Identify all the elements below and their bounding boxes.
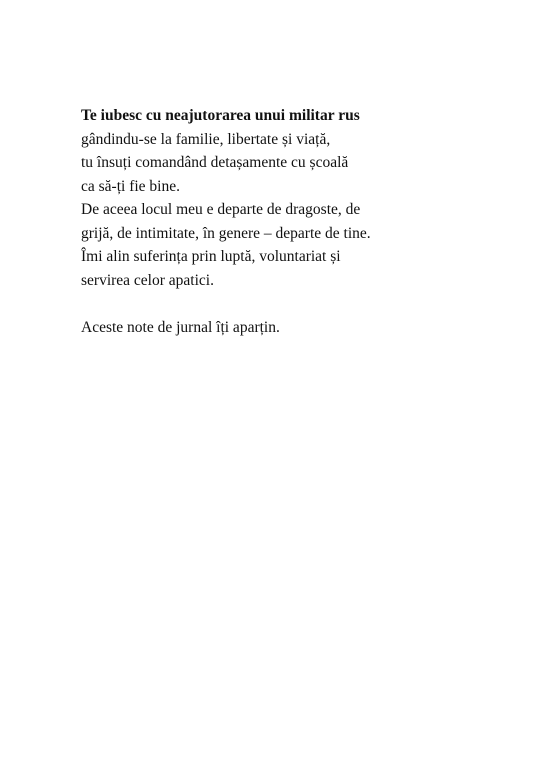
poem-line: gândindu-se la familie, libertate și viață, <box>81 130 331 148</box>
poem-text <box>81 104 521 339</box>
poem-line: De aceea locul meu e departe de dragoste, de <box>81 201 361 218</box>
poem-line: servirea celor apatici. <box>81 271 214 289</box>
poem-line: grijă, de intimitate, în genere – departe de tine. <box>81 224 371 242</box>
poem-line: ca să-ți fie bine. <box>81 177 180 195</box>
poem-line: tu însuți comandând detașamente cu școală <box>81 154 349 171</box>
stanza-break <box>81 292 521 316</box>
poem-closing-line: Aceste note de jurnal îți aparțin. <box>81 318 280 336</box>
poem-line: Îmi alin suferința prin luptă, voluntariat și <box>81 248 341 265</box>
poem-first-line: Te iubesc cu neajutorarea unui militar rus <box>81 107 360 124</box>
